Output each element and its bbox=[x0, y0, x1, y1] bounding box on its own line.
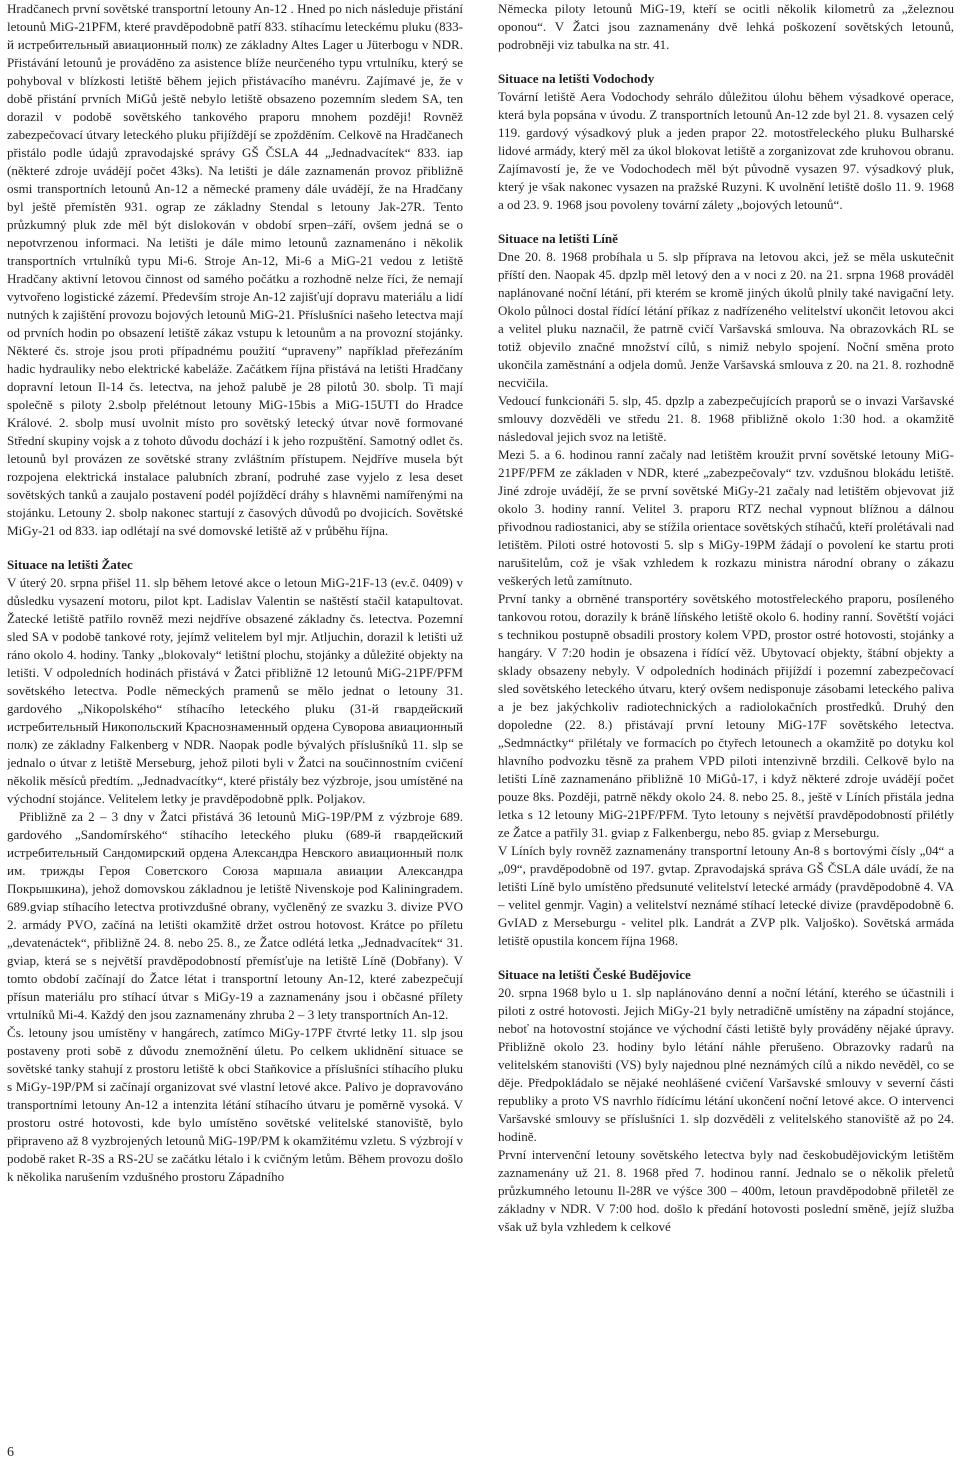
document-page bbox=[7, 0, 953, 1470]
left-column bbox=[7, 0, 463, 1440]
budejovice-paragraph-2: První intervenční letouny sovětského letectva byly nad českobudějovickým letištěm zaznamenány už 21. 8. 1968 před 7. hodinou ranní. Jednalo se o několik přeletů průzkumného letounu Il-28R ve výšce 300 – 400m, letoun pravděpodobně přiletěl ze základny v NDR. V 7:00 hod. došlo k předání hotovosti poslední směně, jejíž služba však už byla vzhledem k celkové bbox=[498, 1147, 954, 1234]
page-number: 6 bbox=[7, 1445, 14, 1460]
section-heading-line: Situace na letišti Líně bbox=[498, 231, 618, 246]
line-paragraph-1: Dne 20. 8. 1968 probíhala u 5. slp příprava na letovou akci, jež se měla uskutečnit příští den. Naopak 45. dpzlp měl letový den a v noci z 20. na 21. srpna 1968 prováděl naplánované noční létání, při kterém se kromě jiných úkolů plnily také navigační lety. Okolo půlnoci dostal řídící létání příkaz z nadřízeného velitelství ukončit letovou akci a velitel pluku naznačil, že patrně cvičí Varšavská smlouva. Na obrazovkách RL se totiž objevilo značné množství cílů, s nimiž nebylo spojení. Noční směna proto ukončila zaměstnání a odjela domů. Jenže Varšavská smlouva z 20. na 21. 8. rozhodně necvičila. bbox=[498, 249, 954, 390]
line-paragraph-5: V Líních byly rovněž zaznamenány transportní letouny An-8 s bortovými čísly „04“ a „09“, pravděpodobně od 197. gvtap. Zpravodajská správa GŠ ČSLA dále uvádí, že na letišti Líně bylo umístěno předsunuté velitelství letecké armády (pravděpodobně 4. VA – velitel genmjr. Vagin) a velitelství neznámé stíhací letecké divize (pravděpodobně 6. GvIAD z Merseburgu - velitel plk. Landrát a ZVP plk. Valjoško). Sovětská armáda letiště opustila koncem října 1968. bbox=[498, 843, 954, 948]
budejovice-paragraph-1: 20. srpna 1968 bylo u 1. slp naplánováno denní a noční létání, kterého se účastnili i piloti z ostré hotovosti. Jejich MiGy-21 byly netradičně umístěny na západní stojánce, neboť na hotovostní stojánce ve východní části letiště byly prováděny nějaké úpravy. Přibližně okolo 23. hodiny bylo létání náhle přerušeno. Obrazovky radarů na velitelském stanovišti (VS) byly najednou plné neznámých cílů a nikdo nevěděl, co se děje. Předpokládalo se nějaké neohlášené cvičení Varšavské smlouvy v severní části republiky a proto VS navrhlo řídícímu létání ukončení noční letové akce. O intervenci Varšavské smlouvy se příslušníci 1. slp dozvěděli z velitelského stanoviště až po 24. hodině. bbox=[498, 985, 954, 1144]
section-heading-ceske-budejovice: Situace na letišti České Budějovice bbox=[498, 967, 691, 982]
continued-paragraph: Německa piloty letounů MiG-19, kteří se ocitli několik kilometrů za „železnou oponou“. V Žatci jsou zaznamenány dvě lehká poškození sovětských letounů, podrobněji viz tabulka na str. 41. bbox=[498, 1, 954, 52]
zatec-paragraph-3: Čs. letouny jsou umístěny v hangárech, zatímco MiGy-17PF čtvrté letky 11. slp jsou postaveny proti sobě z důvodu znemožnění úletu. Po celkem uklidnění situace se sovětské tanky stahují z prostoru letiště k obci Staňkovice a příslušníci stíhacího pluku s MiGy-19P/PM si začínají organizovat své vlastní letové akce. Palivo je dopravováno transportními letouny An-12 a intenzita létání stíhacího útvaru je poměrně vysoká. V prostoru ostré hotovosti, kde bylo umístěno sovětské velitelské stanoviště, bylo připraveno až 8 vyzbrojených letounů MiG-19P/PM k okamžitému vzletu. S výzbrojí v podobě raket R-3S a RS-2U se začátku létalo i k cvičným letům. Během provozu došlo k několika narušením vzdušného prostoru Západního bbox=[7, 1025, 463, 1184]
section-heading-zatec: Situace na letišti Žatec bbox=[7, 557, 133, 572]
line-paragraph-4: První tanky a obrněné transportéry sovětského motostřeleckého praporu, posíleného tankovou rotou, dorazily k bráně líňského letiště okolo 6. hodiny ranní. Sovětští vojáci s technikou postupně obsadili prostory kolem VPD, prostor ostré hotovosti, stojánky a hangáry. V 7:20 hodin je obsazena i řídící věž. Ubytovací objekty, štábní objekty a sklady obsazeny nebyly. V odpoledních hodinách přijíždí i pozemní zabezpečovací sled sovětského leteckého útvaru, který ovšem nedisponuje zásobami leteckého paliva a je bez jakýchkoliv radiotechnických a radiolokačních prostředků. Druhý den dopoledne (22. 8.) přistávají první letouny MiG-17F sovětského letectva. „Sedmnáctky“ přilétaly ve formacích po čtyřech letounech a okamžitě po dotyku kol hlavního podvozku těsně za prahem VPD piloti intenzivně brzdili. Celkově bylo na letišti Líně zaznamenáno přibližně 10 MiGů-17, i když některé zdroje uvádějí počet pouze 8ks. Později, patrně někdy okolo 24. 8. nebo 25. 8., ještě v Líních přistála jedna letka s 12 letouny MiG-21PF/PFM. Tyto letouny s největší pravděpodobností přilétly ze Žatce a patřily 31. gviap z Falkenbergu, nebo 85. gviap z Merseburgu. bbox=[498, 591, 954, 840]
intro-paragraph: Hradčanech první sovětské transportní letouny An-12 . Hned po nich následuje přistání letounů MiG-21PFM, které pravděpodobně patří 833. stíhacímu leteckému pluku (833-й истребительный авиационный полк) ze základny Altes Lager u Jüterbogu v NDR. Přistávání letounů je prováděno za asistence blíže neurčeného typu vrtulníku, který se pohyboval v blízkosti letiště během jejich přistávacího manévru. Zajímavé je, že v době přistání prvních MiGů ještě nebylo letiště obsazeno pozemním sledem SA, ten dorazil v podobě sovětského tankového praporu mnohem později! Rovněž zabezpečovací útvary leteckého pluku přijíždějí se zpožděním. Celkově na Hradčanech přistálo podle údajů zpravodajské správy GŠ ČSLA 44 „Jednadvacítek“ 833. iap (některé zdroje uvádějí počet 43ks). Na letišti je dále zaznamenán provoz přibližně osmi transportních letounů An-12 a německé prameny dále uvádějí, že na Hradčany byl ještě přemístěn 931. ograp ze základny Stendal s letouny Jak-27R. Tento průzkumný pluk zde měl být dislokován v období srpen–září, ovšem jedná se o nepotvrzenou informaci. Na letišti je dále mimo letounů zaznamenáno i několik transportních vrtulníků typu Mi-6. Stroje An-12, Mi-6 a MiG-21 vedou z letiště Hradčany aktivní letovou činnost od samého počátku a rozhodně nelze říci, že nemají vytvořeno logistické zázemí. Především stroje An-12 zajišťují dopravu materiálu a lidí nutných k zajištění provozu bojových letounů MiG-21. Příslušníci našeho letectva mají od prvních hodin po obsazení letiště zákaz vstupu k letounům a na provozní stojánky. Některé čs. stroje jsou proti případnému použití “upraveny” například přeřezáním hadic hydrauliky nebo elektrické kabeláže. Začátkem října přistává na letišti Hradčany dopravní letoun Il-14 čs. letectva, na jehož palubě je 28 pilotů 30. sbolp. Ti mají společně s piloty 2.sbolp přelétnout letouny MiG-15bis a MiG-15UTI do Hradce Králové. 2. sbolp musí uvolnit místo pro sovětský letecký útvar nově formované Střední skupiny vojsk a z tohoto důvodu dochází i k jeho rozpuštění. Samotný odlet čs. letounů byl provázen ze sovětské strany zvláštním přístupem. Nejdříve musela být rozpojena elektrická instalace palubních zbraní, podruhé zase vyjelo z lesa deset sovětských tanků a zaujalo postavení podél pojížděcí dráhy s hlavněmi namířenými na stojánku. Letouny 2. sbolp nakonec startují z časových důvodů po dvojicích. Sovětské MiGy-21 od 833. iap odlétají na své domovské letiště až v průběhu října. bbox=[7, 1, 463, 538]
zatec-paragraph-2: Přibližně za 2 – 3 dny v Žatci přistává 36 letounů MiG-19P/PM z výzbroje 689. gardového „Sandomírského“ stíhacího leteckého pluku (689-й гвардейский истребительный Сандомирский ордена Александра Невского авиационный полк им. трижды Героя Советского Союза маршала авиации Александра Покрышкина), jehož domovskou základnou je letiště Nivenskoje pod Kaliningradem. 689.gviap stíhacího letectva protivzdušné obrany, vyčleněný ze svazku 3. divize PVO 2. armády PVO, začíná na letišti okamžitě držet ostrou hotovost. Krátce po příletu „devatenáctek“, přibližně 24. 8. nebo 25. 8., ze Žatce odlétá letka „Jednadvacítek“ 31. gviap, která se s největší pravděpodobností přemísťuje na letiště Líně (Dobřany). V tomto období začínají do Žatce létat i transportní letouny An-12, které zabezpečují přísun materiálu pro stíhací útvar s MiGy-19 a zaznamenány jsou i občasné přílety vrtulníků Mi-4. Každý den jsou zaznamenány zhruba 2 – 3 lety transportních An-12. bbox=[7, 809, 463, 1022]
zatec-paragraph-1: V úterý 20. srpna přišel 11. slp během letové akce o letoun MiG-21F-13 (ev.č. 0409) v důsledku vysazení motoru, pilot kpt. Ladislav Valentin se naštěstí stačil katapultovat. Žatecké letiště patřilo rovněž mezi nejdříve obsazené základny čs. letectva. Pozemní sled SA v podobě tankové roty, jejímž velitelem byl mjr. Atljuchin, dorazil k letišti už ráno okolo 4. hodiny. Tanky „blokovaly“ letištní plochu, stojánky a důležité objekty na letišti. V odpoledních hodinách přistává v Žatci přibližně 12 letounů MiG-21PF/PFM sovětského letectva. Podle německých pramenů se mělo jednat o letouny 31. gardového „Nikopolského“ stíhacího leteckého pluku (31-й гвардейский истребительный Никопольский Краснознаменный ордена Суворова авиационный полк) ze základny Falkenberg v NDR. Naopak podle bývalých příslušníků 11. slp se jednalo o útvar z letiště Merseburg, jehož piloti byli v Žatci na součinnostním cvičení několik měsíců předtím. „Jednadvacítky“, které přistály bez výzbroje, jsou umístěné na východní stojánce. Velitelem letky je pravděpodobně pplk. Poljakov. bbox=[7, 575, 463, 806]
line-paragraph-2: Vedoucí funkcionáři 5. slp, 45. dpzlp a zabezpečujících praporů se o invazi Varšavské smlouvy dozvěděli ve středu 21. 8. 1968 přibližně okolo 1:30 hod. a okamžitě následoval jejich svoz na letiště. bbox=[498, 393, 954, 444]
vodochody-paragraph-1: Tovární letiště Aera Vodochody sehrálo důležitou úlohu během výsadkové operace, která byla popsána v úvodu. Z transportních letounů An-12 zde byl 21. 8. vysazen celý 119. gardový výsadkový pluk a jeden prapor 22. motostřeleckého pluku Bulharské lidové armády, který měl za úkol blokovat letiště a zorganizovat zde kruhovou obranu. Zajímavostí je, že ve Vodochodech měl být původně vysazen 97. výsadkový pluk, který je však nakonec vysazen na pražské Ruzyni. K uvolnění letiště došlo 11. 9. 1968 a od 23. 9. 1968 jsou povoleny tovární zálety „bojových letounů“. bbox=[498, 89, 954, 212]
section-heading-vodochody: Situace na letišti Vodochody bbox=[498, 71, 655, 86]
right-column bbox=[498, 0, 954, 1440]
line-paragraph-3: Mezi 5. a 6. hodinou ranní začaly nad letištěm kroužit první sovětské letouny MiG-21PF/PFM ze základen v NDR, které „zabezpečovaly“ tzv. vzdušnou blokádu letiště. Jiné zdroje uvádějí, že se první sovětské MiGy-21 začaly nad letištěm objevovat již okolo 3. hodiny ranní. Velitel 3. praporu RTZ nechal vypnout blížnou a dálnou přivodnou radiostanici, aby se stížila orientace sovětských stíhačů, kteří prolétávali nad letištěm. Piloti ostré hotovosti 5. slp s MiGy-19PM žádají o povolení ke startu proti narušitelům, což je však vzhledem k rozkazu ministra národní obrany o zákazu veškerých letů zamítnuto. bbox=[498, 447, 954, 588]
